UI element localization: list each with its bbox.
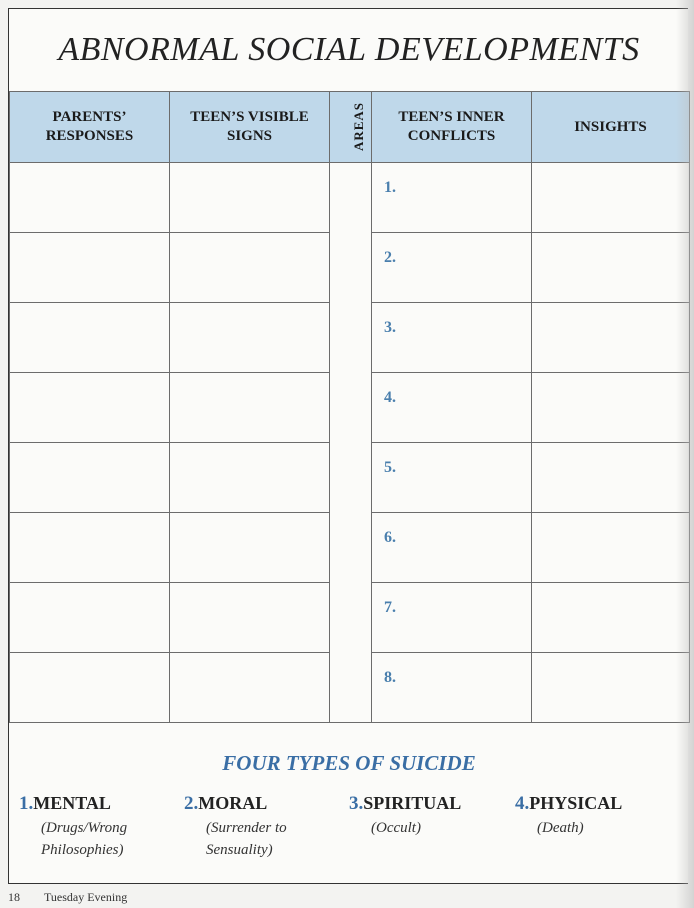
header-areas-label: AREAS: [351, 101, 367, 152]
type-description-line: (Death): [537, 820, 584, 836]
page-title: ABNORMAL SOCIAL DEVELOPMENTS: [58, 31, 640, 68]
header-teens-visible-signs: TEEN’S VISIBLE SIGNS: [170, 92, 330, 163]
inner-conflict-cell[interactable]: [372, 513, 532, 583]
visible-sign-cell[interactable]: [170, 163, 330, 233]
type-number: 4.: [515, 793, 530, 814]
visible-sign-cell[interactable]: [170, 443, 330, 513]
suicide-type-physical: [515, 793, 622, 839]
type-name: PHYSICAL: [529, 793, 623, 813]
page-number: 18: [8, 890, 20, 904]
table-row: [10, 583, 690, 653]
insight-cell[interactable]: [532, 163, 690, 233]
type-description: [41, 817, 127, 861]
parents-response-cell[interactable]: [10, 303, 170, 373]
suicide-type-moral: [184, 793, 287, 861]
inner-conflict-cell[interactable]: [372, 163, 532, 233]
visible-sign-cell[interactable]: [170, 373, 330, 443]
type-number: 3.: [349, 793, 364, 814]
row-number: 2.: [384, 249, 396, 266]
areas-cell: [330, 443, 372, 513]
inner-conflict-cell[interactable]: [372, 233, 532, 303]
insight-cell[interactable]: [532, 373, 690, 443]
insight-cell[interactable]: [532, 583, 690, 653]
parents-response-cell[interactable]: [10, 653, 170, 723]
visible-sign-cell[interactable]: [170, 513, 330, 583]
type-description-line: (Surrender to: [206, 820, 287, 836]
suicide-type-mental: [19, 793, 127, 861]
areas-cell: [330, 583, 372, 653]
type-description-line: (Drugs/Wrong: [41, 820, 128, 836]
areas-cell: [330, 303, 372, 373]
areas-cell: [330, 163, 372, 233]
table-row: [10, 163, 690, 233]
visible-sign-cell[interactable]: [170, 233, 330, 303]
header-teens-inner-conflicts: TEEN’S INNER CONFLICTS: [372, 92, 532, 163]
insight-cell[interactable]: [532, 443, 690, 513]
visible-sign-cell[interactable]: [170, 303, 330, 373]
visible-sign-cell[interactable]: [170, 653, 330, 723]
table-row: [10, 303, 690, 373]
parents-response-cell[interactable]: [10, 163, 170, 233]
type-description: [206, 817, 287, 861]
inner-conflict-cell[interactable]: [372, 373, 532, 443]
row-number: 8.: [384, 669, 396, 686]
visible-sign-cell[interactable]: [170, 583, 330, 653]
type-description-line: Philosophies): [41, 842, 124, 858]
inner-conflict-cell[interactable]: [372, 443, 532, 513]
type-description-line: Sensuality): [206, 842, 273, 858]
row-number: 5.: [384, 459, 396, 476]
table-row: [10, 653, 690, 723]
type-name: MORAL: [198, 793, 268, 813]
insight-cell[interactable]: [532, 303, 690, 373]
inner-conflict-cell[interactable]: [372, 653, 532, 723]
table-row: [10, 513, 690, 583]
inner-conflict-cell[interactable]: [372, 303, 532, 373]
insight-cell[interactable]: [532, 513, 690, 583]
areas-cell: [330, 233, 372, 303]
parents-response-cell[interactable]: [10, 513, 170, 583]
suicide-types-title: FOUR TYPES OF SUICIDE: [222, 751, 476, 775]
table-row: [10, 373, 690, 443]
suicide-type-spiritual: [349, 793, 461, 839]
section-name: Tuesday Evening: [44, 890, 128, 904]
type-description-line: (Occult): [371, 820, 421, 836]
type-description: [537, 817, 622, 839]
table-row: [10, 233, 690, 303]
parents-response-cell[interactable]: [10, 443, 170, 513]
developments-table: [9, 91, 690, 723]
header-parents-responses: PARENTS’ RESPONSES: [10, 92, 170, 163]
table-row: [10, 443, 690, 513]
insight-cell[interactable]: [532, 653, 690, 723]
type-number: 2.: [184, 793, 199, 814]
type-name: SPIRITUAL: [363, 793, 462, 813]
row-number: 1.: [384, 179, 396, 196]
inner-conflict-cell[interactable]: [372, 583, 532, 653]
parents-response-cell[interactable]: [10, 373, 170, 443]
areas-cell: [330, 513, 372, 583]
suicide-types-list: [19, 793, 679, 873]
insight-cell[interactable]: [532, 233, 690, 303]
row-number: 4.: [384, 389, 396, 406]
worksheet-page: [8, 8, 688, 884]
type-number: 1.: [19, 793, 34, 814]
row-number: 7.: [384, 599, 396, 616]
type-name: MENTAL: [33, 793, 111, 813]
areas-cell: [330, 653, 372, 723]
type-description: [371, 817, 461, 839]
areas-cell: [330, 373, 372, 443]
table-header-row: [10, 92, 690, 163]
page-edge-shadow: [676, 0, 694, 908]
header-insights: INSIGHTS: [532, 92, 690, 163]
page-footer: [8, 890, 127, 905]
row-number: 3.: [384, 319, 396, 336]
parents-response-cell[interactable]: [10, 583, 170, 653]
header-areas: [330, 92, 372, 163]
row-number: 6.: [384, 529, 396, 546]
parents-response-cell[interactable]: [10, 233, 170, 303]
